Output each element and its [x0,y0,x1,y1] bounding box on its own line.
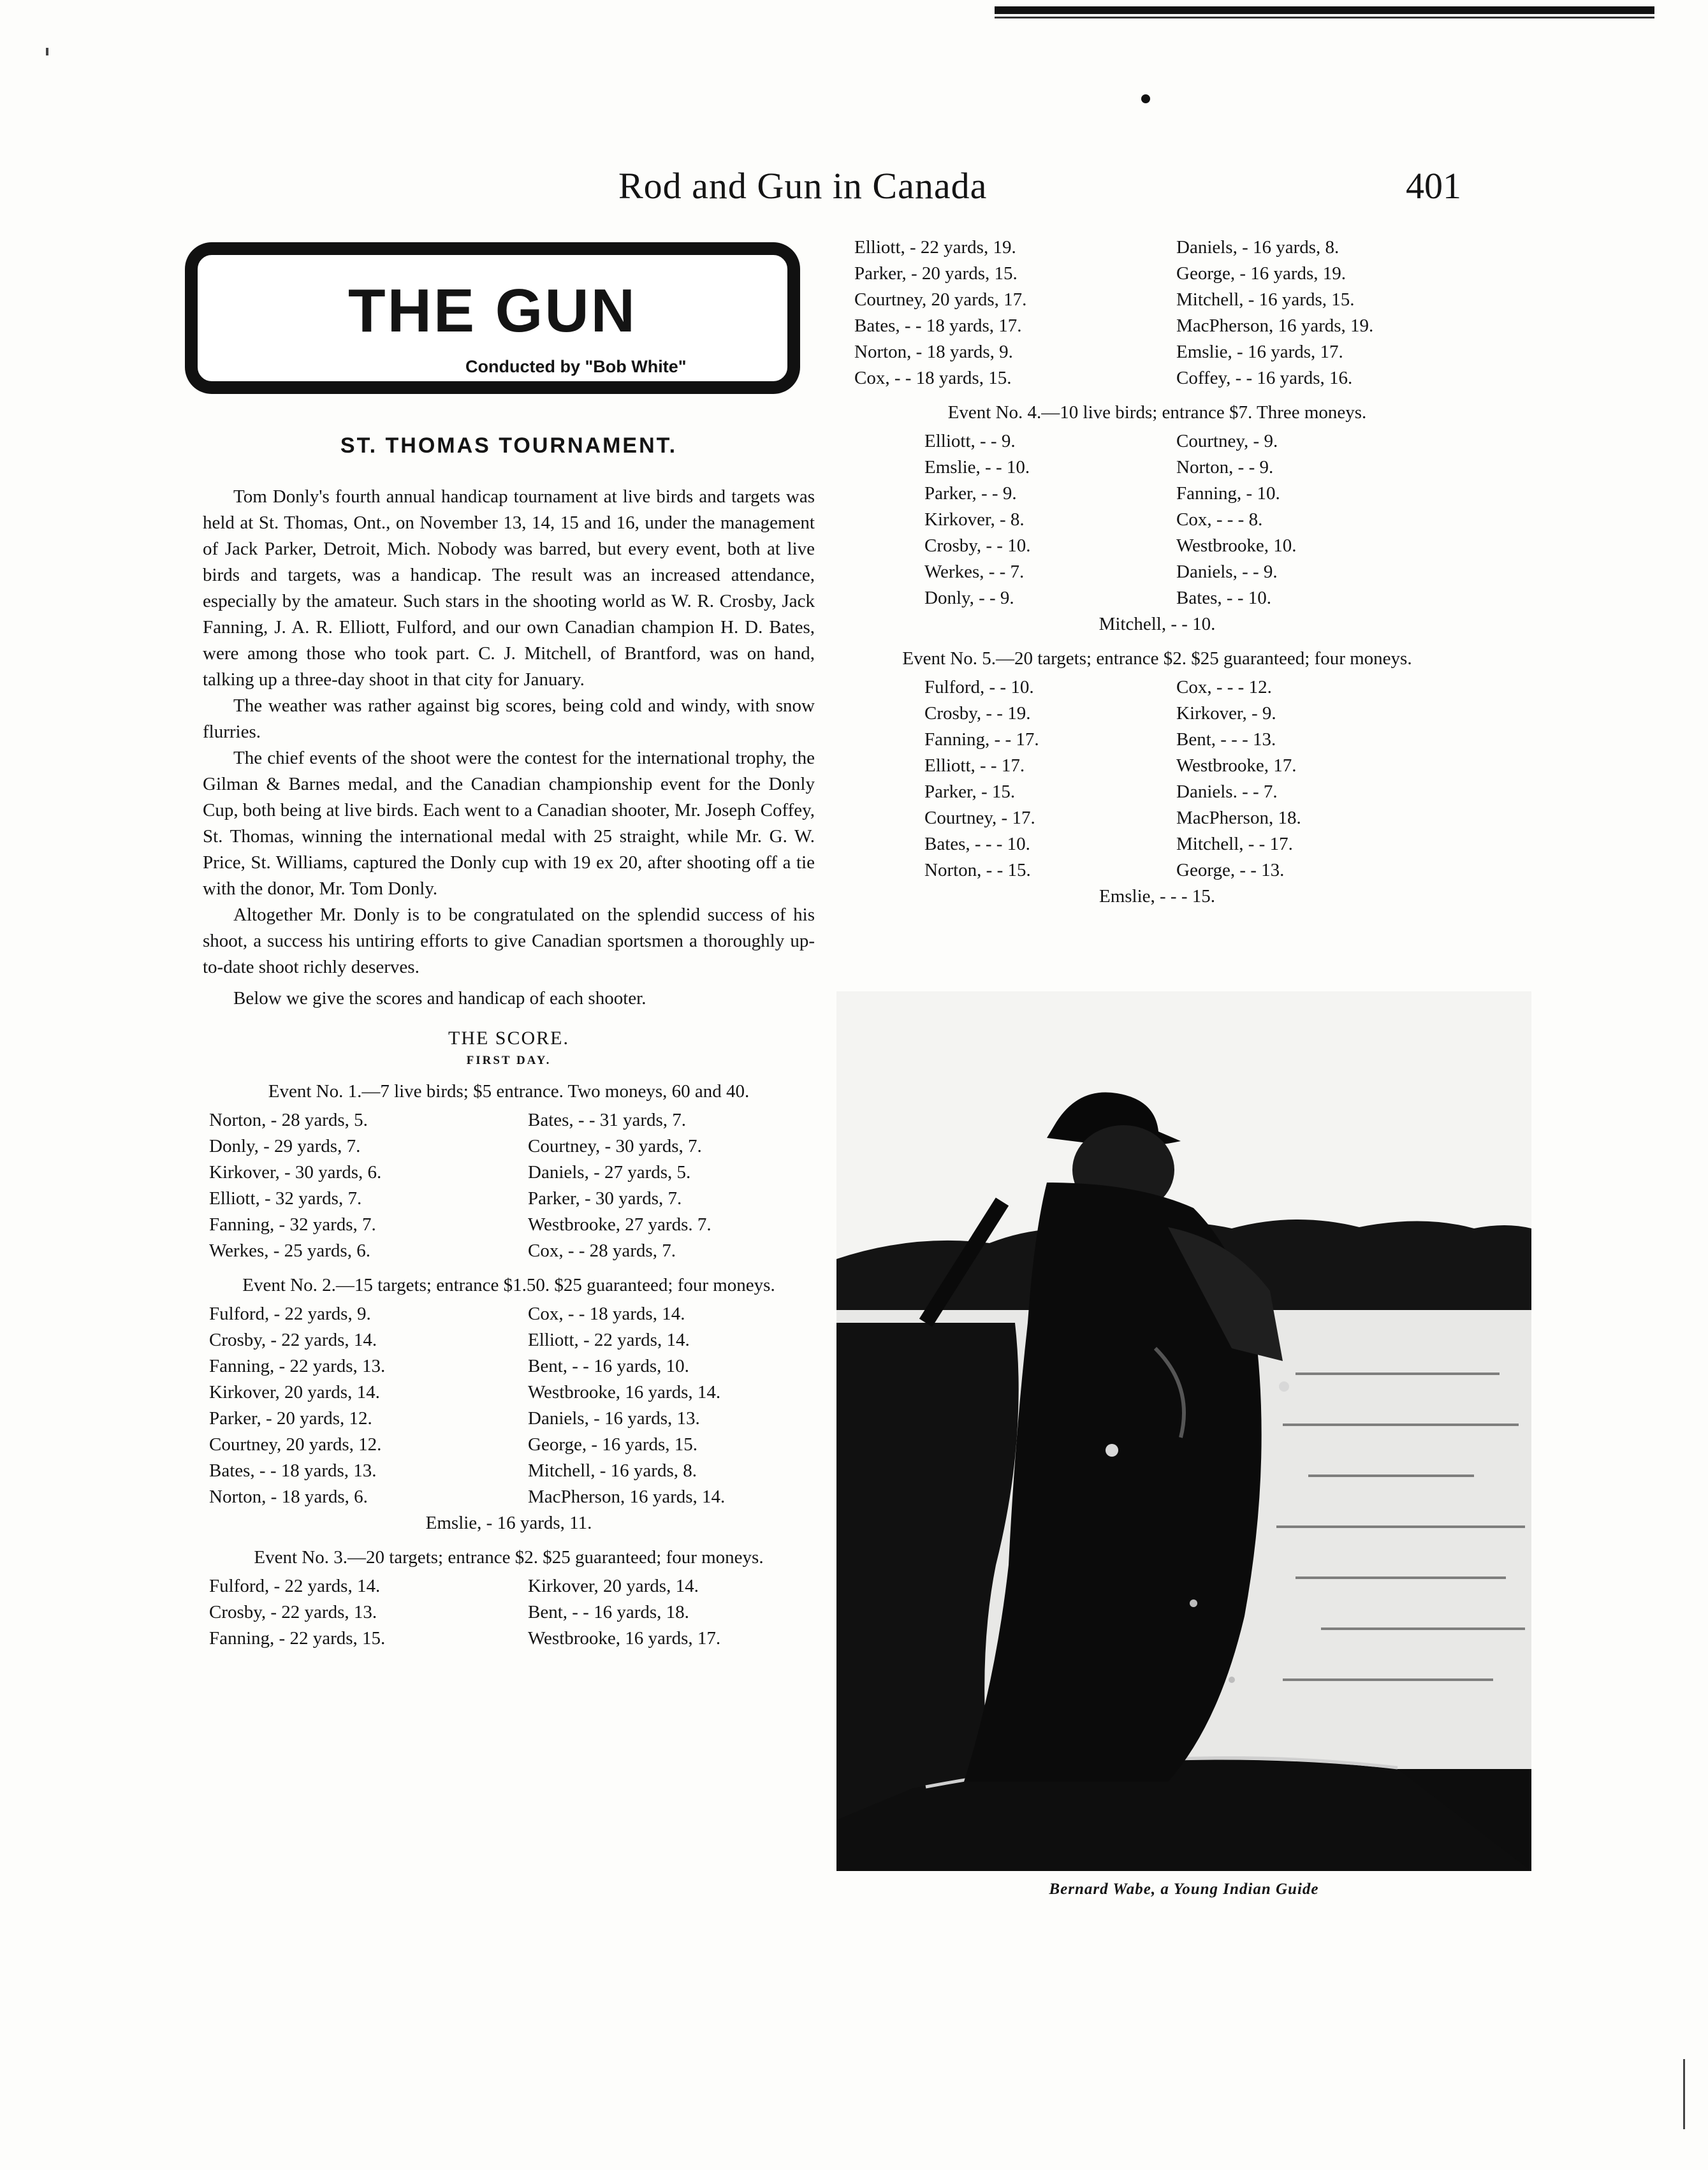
score-entry: Emslie, - 16 yards, 11. [425,1513,592,1533]
score-entry: Bent, - - 16 yards, 18. [528,1602,689,1622]
score-table [848,235,1466,391]
score-entry: Bates, - - 18 yards, 13. [209,1460,377,1481]
score-table [918,674,1403,884]
event-title: Event No. 1.—7 live birds; $5 entrance. Two moneys, 60 and 40. [268,1081,750,1102]
event-title: Event No. 3.—20 targets; entrance $2. $25 guaranteed; four moneys. [254,1547,764,1568]
score-entry: Norton, - - 9. [1176,457,1274,477]
score-entry: Westbrooke, 17. [1176,755,1297,776]
score-entry: Elliott, - 32 yards, 7. [209,1188,362,1209]
score-entry: Cox, - - - 12. [1176,677,1272,697]
score-entry: Westbrooke, 16 yards, 17. [528,1628,721,1649]
top-rule-thin [995,17,1654,18]
score-entry: Courtney, 20 yards, 17. [854,289,1027,310]
score-entry: Bates, - - 31 yards, 7. [528,1110,687,1130]
score-entry: Fanning, - 22 yards, 15. [209,1628,386,1649]
score-entry: Westbrooke, 27 yards. 7. [528,1214,712,1235]
score-entry: Mitchell, - - 10. [1099,614,1216,634]
article-paragraph: Altogether Mr. Donly is to be congratulated on the splendid success of his shoot, a success his untiring efforts to give Canadian sportsmen a thoroughly up-to-date shoot richly deserves. [203,905,815,977]
score-entry: Daniels, - 27 yards, 5. [528,1162,691,1183]
score-entry: Elliott, - - 9. [924,431,1016,451]
score-entry: George, - 16 yards, 15. [528,1434,698,1455]
section-byline: Conducted by "Bob White" [465,357,687,376]
score-entry: Emslie, - - 10. [924,457,1030,477]
score-entry: Westbrooke, 16 yards, 14. [528,1382,721,1402]
score-entry: Cox, - - 18 yards, 14. [528,1304,685,1324]
score-entry: Norton, - 18 yards, 9. [854,342,1013,362]
score-entry: Mitchell, - - 17. [1176,834,1293,854]
score-entry: Crosby, - 22 yards, 14. [209,1330,377,1350]
score-entry: Kirkover, - 30 yards, 6. [209,1162,382,1183]
score-entry: Crosby, - - 10. [924,535,1031,556]
score-entry: MacPherson, 16 yards, 19. [1176,316,1374,336]
score-entry: Fanning, - 22 yards, 13. [209,1356,386,1376]
score-entry: Elliott, - - 17. [924,755,1025,776]
score-entry: Mitchell, - 16 yards, 8. [528,1460,697,1481]
score-entry: Parker, - - 9. [924,483,1017,504]
score-entry: Fanning, - - 17. [924,729,1039,750]
guide-photograph [836,991,1531,1871]
score-entry: Mitchell, - 16 yards, 15. [1176,289,1355,310]
score-entry: Daniels, - 16 yards, 13. [528,1408,700,1429]
score-entry: Werkes, - - 7. [924,562,1025,582]
photo-caption: Bernard Wabe, a Young Indian Guide [1049,1881,1319,1898]
article-heading: ST. THOMAS TOURNAMENT. [340,433,678,458]
article-paragraph: Tom Donly's fourth annual handicap tournament at live birds and targets was held at St. Thomas, Ont., on November 13, 14, 15 and 16, under the management of Jack Parker, Detroit, Mich. Nobody was barred, but every event, both at live birds and targets, was a handicap. The result was an increased attendance, especially by the amateur. Such stars in the shooting world as W. R. Crosby, Jack Fanning, J. A. R. Elliott, Fulford, and our own Canadian champion H. D. Bates, were among those who took part. C. J. Mitchell, of Brantford, was on hand, talking up a three-day shoot in that city for January. [203,486,815,690]
score-entry: Fulford, - 22 yards, 14. [209,1576,381,1596]
score-entry: Emslie, - - - 15. [1099,886,1215,907]
section-title: THE GUN [348,277,637,345]
score-entry: Donly, - 29 yards, 7. [209,1136,361,1156]
score-entry: Daniels, - 16 yards, 8. [1176,237,1339,258]
score-entry: Bent, - - 16 yards, 10. [528,1356,689,1376]
margin-mark [1683,2059,1685,2129]
running-head: Rod and Gun in Canada [618,165,988,207]
score-entry: Bates, - - - 10. [924,834,1030,854]
score-entry: Werkes, - 25 yards, 6. [209,1241,370,1261]
page-number: 401 [1406,165,1461,207]
score-table [918,428,1403,611]
score-entry: Bates, - - 18 yards, 17. [854,316,1022,336]
ink-dot [1141,94,1150,103]
score-entry: Emslie, - 16 yards, 17. [1176,342,1343,362]
score-entry: Kirkover, 20 yards, 14. [209,1382,380,1402]
score-entry: Kirkover, - 8. [924,509,1025,530]
score-entry: Fanning, - 32 yards, 7. [209,1214,376,1235]
score-entry: Parker, - 15. [924,782,1016,802]
score-entry: Elliott, - 22 yards, 14. [528,1330,690,1350]
score-entry: Coffey, - - 16 yards, 16. [1176,368,1353,388]
score-entry: Parker, - 20 yards, 15. [854,263,1018,284]
article-paragraph: Below we give the scores and handicap of each shooter. [233,988,646,1009]
score-entry: Westbrooke, 10. [1176,535,1297,556]
top-rule [995,6,1654,14]
score-entry: Parker, - 30 yards, 7. [528,1188,682,1209]
score-entry: Cox, - - - 8. [1176,509,1263,530]
photograph-artwork [836,991,1531,1871]
score-entry: Courtney, - 30 yards, 7. [528,1136,702,1156]
score-entry: Courtney, - 17. [924,808,1035,828]
score-entry: MacPherson, 16 yards, 14. [528,1487,726,1507]
score-entry: Fulford, - - 10. [924,677,1034,697]
right-column [848,235,1466,910]
margin-mark [46,48,48,55]
score-entry: Fanning, - 10. [1176,483,1280,504]
score-table [203,1573,815,1652]
event-title: Event No. 2.—15 targets; entrance $1.50. $25 guaranteed; four moneys. [242,1275,775,1295]
score-entry: Bates, - - 10. [1176,588,1271,608]
score-entry: Daniels, - - 9. [1176,562,1278,582]
score-entry: Norton, - 28 yards, 5. [209,1110,368,1130]
score-entry: Crosby, - - 19. [924,703,1031,724]
article-paragraph: The weather was rather against big scores, being cold and windy, with snow flurries. [203,695,815,742]
score-entry: Norton, - - 15. [924,860,1031,880]
score-entry: Cox, - - 18 yards, 15. [854,368,1012,388]
score-entry: Cox, - - 28 yards, 7. [528,1241,676,1261]
section-banner [185,242,800,394]
score-entry: Courtney, - 9. [1176,431,1278,451]
article-paragraph: The chief events of the shoot were the contest for the international trophy, the Gilman & Barnes medal, and the Canadian championship event for the Donly Cup, both being at live birds. Each went to a Canadian shooter, Mr. Joseph Coffey, St. Thomas, winning the international medal with 25 straight, while Mr. G. W. Price, St. Williams, captured the Donly cup with 19 ex 20, after shooting off a tie with the donor, Mr. Tom Donly. [203,748,815,899]
score-table [203,1301,815,1510]
score-entry: Fulford, - 22 yards, 9. [209,1304,371,1324]
score-entry: Norton, - 18 yards, 6. [209,1487,368,1507]
left-column [203,433,815,1652]
score-entry: Courtney, 20 yards, 12. [209,1434,382,1455]
score-entry: MacPherson, 18. [1176,808,1301,828]
score-entry: Kirkover, - 9. [1176,703,1276,724]
score-entry: Elliott, - 22 yards, 19. [854,237,1016,258]
score-entry: Crosby, - 22 yards, 13. [209,1602,377,1622]
score-entry: Donly, - - 9. [924,588,1014,608]
score-entry: Bent, - - - 13. [1176,729,1276,750]
day-title: FIRST DAY. [466,1054,551,1067]
score-title: THE SCORE. [448,1028,569,1049]
score-entry: Kirkover, 20 yards, 14. [528,1576,699,1596]
event-title: Event No. 4.—10 live birds; entrance $7. Three moneys. [947,402,1367,423]
event-title: Event No. 5.—20 targets; entrance $2. $25 guaranteed; four moneys. [902,648,1412,669]
score-entry: Daniels. - - 7. [1176,782,1278,802]
score-entry: George, - - 13. [1176,860,1285,880]
score-entry: George, - 16 yards, 19. [1176,263,1347,284]
score-table [203,1107,815,1264]
score-entry: Parker, - 20 yards, 12. [209,1408,372,1429]
